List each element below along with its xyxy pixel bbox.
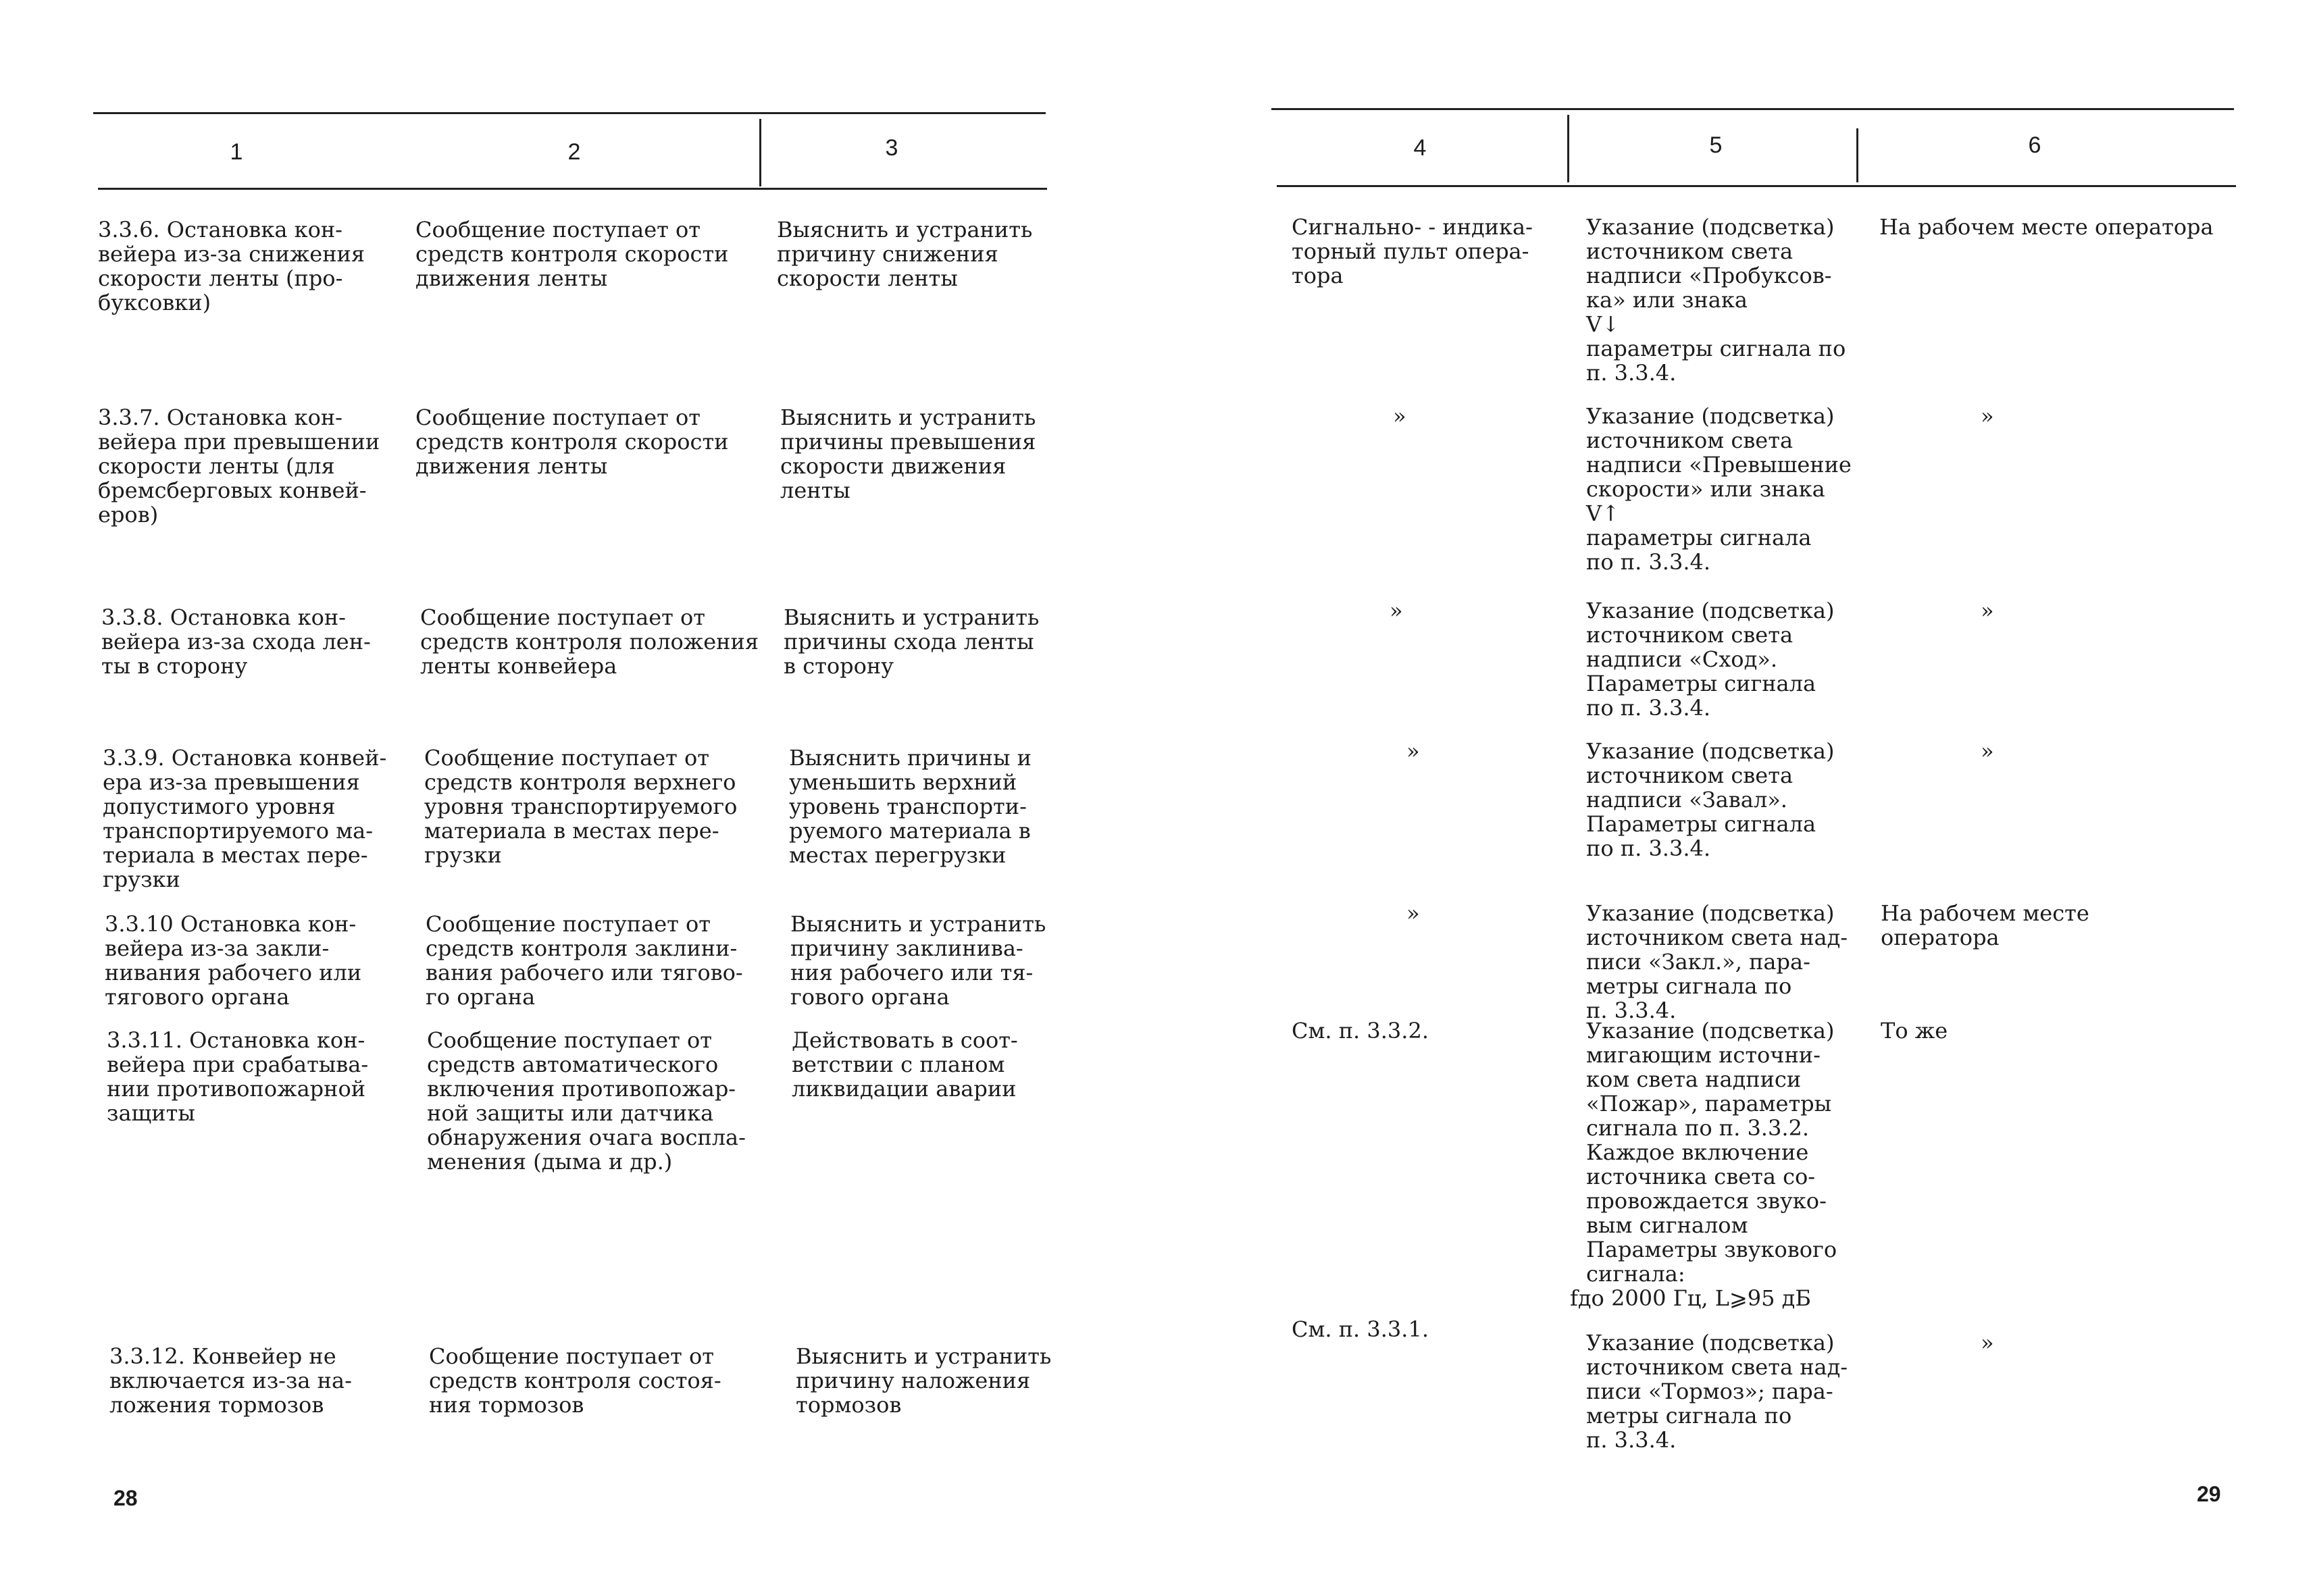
table-row-3-3-10-col1: 3.3.10 Остановка кон- вейера из-за закли- нивания рабочего или тягового органа [105,911,362,1010]
table-row-4-col6: » [1981,738,1994,764]
table-row-5-col4: » [1406,900,1420,926]
table-row-1-col6: На рабочем месте оператора [1879,214,2214,240]
table-row-4-col5: Указание (подсветка) источником света надписи «Завал». Параметры сигнала по п. 3.3.4. [1586,738,1835,861]
table-row-7-col4: См. п. 3.3.1. [1292,1316,1429,1342]
table-row-1-col4: Сигнально- - индика- торный пульт опера- тора [1292,214,1533,288]
table-row-3-3-6-col1: 3.3.6. Остановка кон- вейера из-за снижения скорости ленты (про- буксовки) [98,217,365,315]
table-row-3-3-11-col1: 3.3.11. Остановка кон- вейера при срабатыва- нии противопожарной защиты [107,1027,369,1126]
page-number: 28 [113,1486,138,1510]
column-header-6: 6 [2028,132,2041,158]
table-row-3-3-7-col2: Сообщение поступает от средств контроля скорости движения ленты [415,405,729,479]
table-row-3-3-12-col1: 3.3.12. Конвейер не включается из-за на- ложения тормозов [109,1343,352,1418]
header-bottom-rule [1277,185,2236,187]
table-top-rule [93,112,1046,114]
table-row-3-col4: » [1390,598,1403,623]
table-row-4-col4: » [1406,738,1420,764]
table-row-3-3-8-col1: 3.3.8. Остановка кон- вейера из-за схода лен- ты в сторону [101,604,371,679]
left-page [0,0,1156,1596]
table-row-5-col6: На рабочем месте оператора [1881,900,2089,950]
table-row-3-3-9-col2: Сообщение поступает от средств контроля верхнего уровня транспортируемого материала в местах пере- грузки [424,745,738,868]
header-divider-5-6 [1856,128,1858,182]
table-row-6-col4: См. п. 3.3.2. [1292,1018,1429,1044]
column-header-2: 2 [567,139,581,165]
table-row-3-3-12-col3: Выяснить и устранить причину наложения тормозов [796,1343,1052,1418]
column-header-1: 1 [230,139,243,165]
column-header-4: 4 [1413,135,1427,161]
header-divider [759,119,761,186]
right-page [1156,0,2313,1596]
table-row-7-col5: Указание (подсветка) источником света над- писи «Тормоз»; пара- метры сигнала по п. 3.3.4. [1586,1330,1848,1453]
column-header-3: 3 [885,135,898,161]
page-number: 29 [2197,1482,2221,1506]
header-divider-4-5 [1567,115,1569,182]
table-row-3-3-6-col3: Выяснить и устранить причину снижения скорости ленты [777,217,1033,291]
table-row-3-3-10-col3: Выяснить и устранить причину заклинива- ния рабочего или тя- гового органа [790,911,1046,1010]
header-bottom-rule [98,188,1047,190]
sound-parameters: fдо 2000 Гц, L⩾95 дБ [1570,1285,1811,1311]
table-top-rule [1271,108,2234,110]
table-row-3-3-8-col2: Сообщение поступает от средств контроля положения ленты конвейера [420,604,759,679]
table-row-3-3-7-col1: 3.3.7. Остановка кон- вейера при превышении скорости ленты (для бремсберговых конвей- еров) [98,405,380,527]
table-row-3-3-11-col2: Сообщение поступает от средств автоматического включения противопожар- ной защиты или датчика обнаружения очага воспла- менения (дыма и др.) [427,1027,746,1175]
table-row-3-3-9-col3: Выяснить причины и уменьшить верхний уровень транспорти- руемого материала в местах перегрузки [789,745,1032,868]
table-row-2-col6: » [1981,403,1994,429]
speed-down-sign: V↓ [1586,311,1620,337]
table-row-3-3-12-col2: Сообщение поступает от средств контроля состоя- ния тормозов [429,1343,721,1418]
table-row-3-3-6-col2: Сообщение поступает от средств контроля скорости движения ленты [415,217,729,291]
table-row-3-3-11-col3: Действовать в соот- ветствии с планом ликвидации аварии [792,1027,1018,1102]
table-row-2-col5: Указание (подсветка) источником света надписи «Превышение скорости» или знака V↑ параметры сигнала по п. 3.3.4. [1586,404,1870,574]
table-row-3-col6: » [1981,598,1994,623]
table-row-6-col5: Указание (подсветка) мигающим источни- ком света надписи «Пожар», параметры сигнала по п. 3.3.2. Каждое включение источника света со- провождается звуко- вым сигналом Параметры звукового сигнала: fдо 2000 Гц, L⩾95 дБ [1586,1019,1870,1310]
table-row-3-3-8-col3: Выяснить и устранить причины схода ленты в сторону [784,604,1040,679]
table-row-5-col5: Указание (подсветка) источником света над- писи «Закл.», пара- метры сигнала по п. 3.3.4. [1586,900,1848,1023]
table-row-1-col5: Указание (подсветка) источником света надписи «Пробуксов- ка» или знака V↓ параметры сигнала по п. 3.3.4. [1586,215,1870,385]
table-row-3-3-9-col1: 3.3.9. Остановка конвей- ера из-за превышения допустимого уровня транспортируемого ма- териала в местах пере- грузки [103,745,387,892]
table-row-3-3-10-col2: Сообщение поступает от средств контроля заклини- вания рабочего или тягово- го органа [426,911,743,1010]
table-row-3-3-7-col3: Выяснить и устранить причины превышения скорости движения ленты [780,405,1036,503]
speed-up-sign: V↑ [1586,500,1620,526]
table-row-6-col6: То же [1881,1018,1948,1044]
table-row-3-col5: Указание (подсветка) источником света надписи «Сход». Параметры сигнала по п. 3.3.4. [1586,598,1835,721]
table-row-7-col6: » [1981,1330,1994,1356]
column-header-5: 5 [1709,132,1723,158]
table-row-2-col4: » [1393,403,1406,429]
